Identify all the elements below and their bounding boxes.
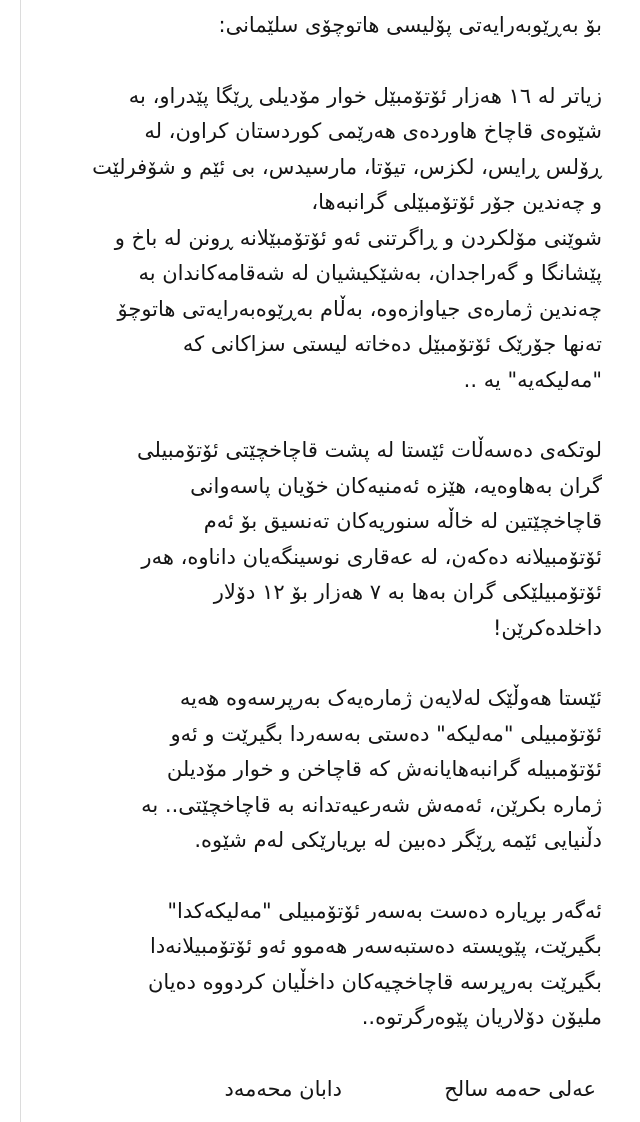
paragraph-spacer [40, 646, 602, 681]
signature-author-1: عەلی حەمە سالح [444, 1077, 596, 1101]
paragraph-2: لوتکەی دەسەڵات ئێستا لە پشت قاچاخچێتی ئۆتۆمبیلی گران بەهاوەیە، هێزە ئەمنیەکان خۆیان پاسەوانی قاچاخچێتین لە خاڵە سنوریەکان تەنسیق بۆ ئەم ئۆتۆمبیلانە دەکەن، لە عەقاری نوسینگەیان داناوە، هەر ئۆتۆمبیلێکی گران بەها بە ٧ هەزار بۆ ١٢ دۆلار داخلدەکرێن! [136, 438, 602, 640]
paragraph-4: ئەگەر بڕیارە دەست بەسەر ئۆتۆمبیلی "مەلیکەکدا" بگیرێت، پێویستە دەستبەسەر هەموو ئەو ئۆتۆمبیلانەدا بگیرێت بەرپرسە قاچاخچیەکان داخڵیان کردووە دەیان ملیۆن دۆلاریان پێوەرگرتوە.. [147, 898, 602, 1029]
paragraph-3: ئێستا هەوڵێک لەلایەن ژمارەیەک بەرپرسەوە هەیە ئۆتۆمبیلی "مەلیکە" دەستی بەسەردا بگیرێت و ئەو ئۆتۆمبیلە گرانبەهایانەش کە قاچاخن و خوار مۆدیلن ژمارە بکرێن، ئەمەش شەرعیەتدانە بە قاچاخچێتی.. بە دڵنیایی ئێمە ڕێگر دەبین لە بڕیارێکی لەم شێوە. [141, 686, 602, 852]
document-body [40, 8, 602, 1036]
signature-line [0, 1072, 640, 1112]
paragraph-spacer [40, 859, 602, 894]
page-margin-rule [20, 0, 21, 1122]
document-heading: بۆ بەڕێوبەرایەتی پۆلیسی هاتوچۆی سلێمانی: [218, 13, 602, 37]
paragraph-1: زیاتر لە ١٦ هەزار ئۆتۆمبێل خوار مۆدیلی ڕێگا پێدراو، بە شێوەی قاچاخ هاوردەی هەرێمی کوردستان کراون، لە ڕۆلس ڕایس، لکزس، تیۆتا، مارسیدس، بی ئێم و شۆفرلێت و چەندین جۆر ئۆتۆمبێلی گرانبەها، شوێنی مۆلکردن و ڕاگرتنی ئەو ئۆتۆمبێلانە ڕونن لە باخ و پێشانگا و گەراجدان، بەشێکیشیان لە شەقامەکاندان بە چەندین ژمارەی جیاوازەوە، بەڵام بەڕێوەبەرایەتی هاتوچۆ تەنها جۆرێک ئۆتۆمبێل دەخاتە لیستی سزاکانی کە "مەلیکەیە" یە .. [92, 83, 602, 392]
paragraph-spacer [40, 398, 602, 433]
signature-author-2: دابان محەمەد [224, 1077, 342, 1101]
